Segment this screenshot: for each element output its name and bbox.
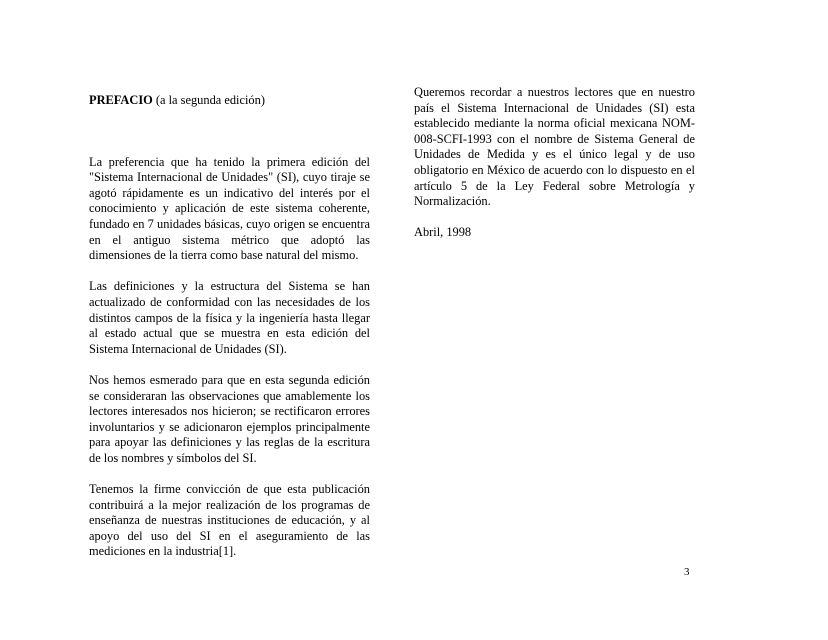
preface-subtitle: (a la segunda edición)	[152, 93, 265, 107]
paragraph-conviction: Tenemos la firme convicción de que esta publicación contribuirá a la mejor realización de los programas de enseñanza de nuestras instituciones de educación, y al apoyo del uso del SI en el aseguramiento de las mediciones en la industria[1].	[89, 482, 370, 559]
right-column	[414, 85, 695, 241]
page-number: 3	[684, 566, 690, 578]
paragraph-first-edition: La preferencia que ha tenido la primera edición del "Sistema Internacional de Unidades" (SI), cuyo tiraje se agotó rápidamente es un indicativo del interés por el conocimiento y aplicación de este sistema coherente, fundado en 7 unidades básicas, cuyo origen se encuentra en el antiguo sistema métrico que adoptó las dimensiones de la tierra como base natural del mismo.	[89, 154, 370, 263]
preface-heading	[89, 93, 370, 109]
paragraph-definitions: Las definiciones y la estructura del Sistema se han actualizado de conformidad con las necesidades de los distintos campos de la física y la ingeniería hasta llegar al estado actual que se muestra en esta edición del Sistema Internacional de Unidades (SI).	[89, 279, 370, 356]
date-line: Abril, 1998	[414, 225, 472, 240]
left-column	[89, 93, 370, 560]
preface-title: PREFACIO	[89, 93, 153, 107]
paragraph-norma-oficial: Queremos recordar a nuestros lectores que en nuestro país el Sistema Internacional de Unidades (SI) esta establecido mediante la norma oficial mexicana NOM-008-SCFI-1993 con el nombre de Sistema General de Unidades de Medida y es el único legal y de uso obligatorio en México de acuerdo con lo dispuesto en el artículo 5 de la Ley Federal sobre Metrología y Normalización.	[414, 85, 695, 209]
paragraph-second-edition: Nos hemos esmerado para que en esta segunda edición se consideraran las observaciones que amablemente los lectores interesados nos hicieron; se rectificaron errores involuntarios y se adicionaron ejemplos principalmente para apoyar las definiciones y las reglas de la escritura de los nombres y símbolos del SI.	[89, 372, 370, 465]
